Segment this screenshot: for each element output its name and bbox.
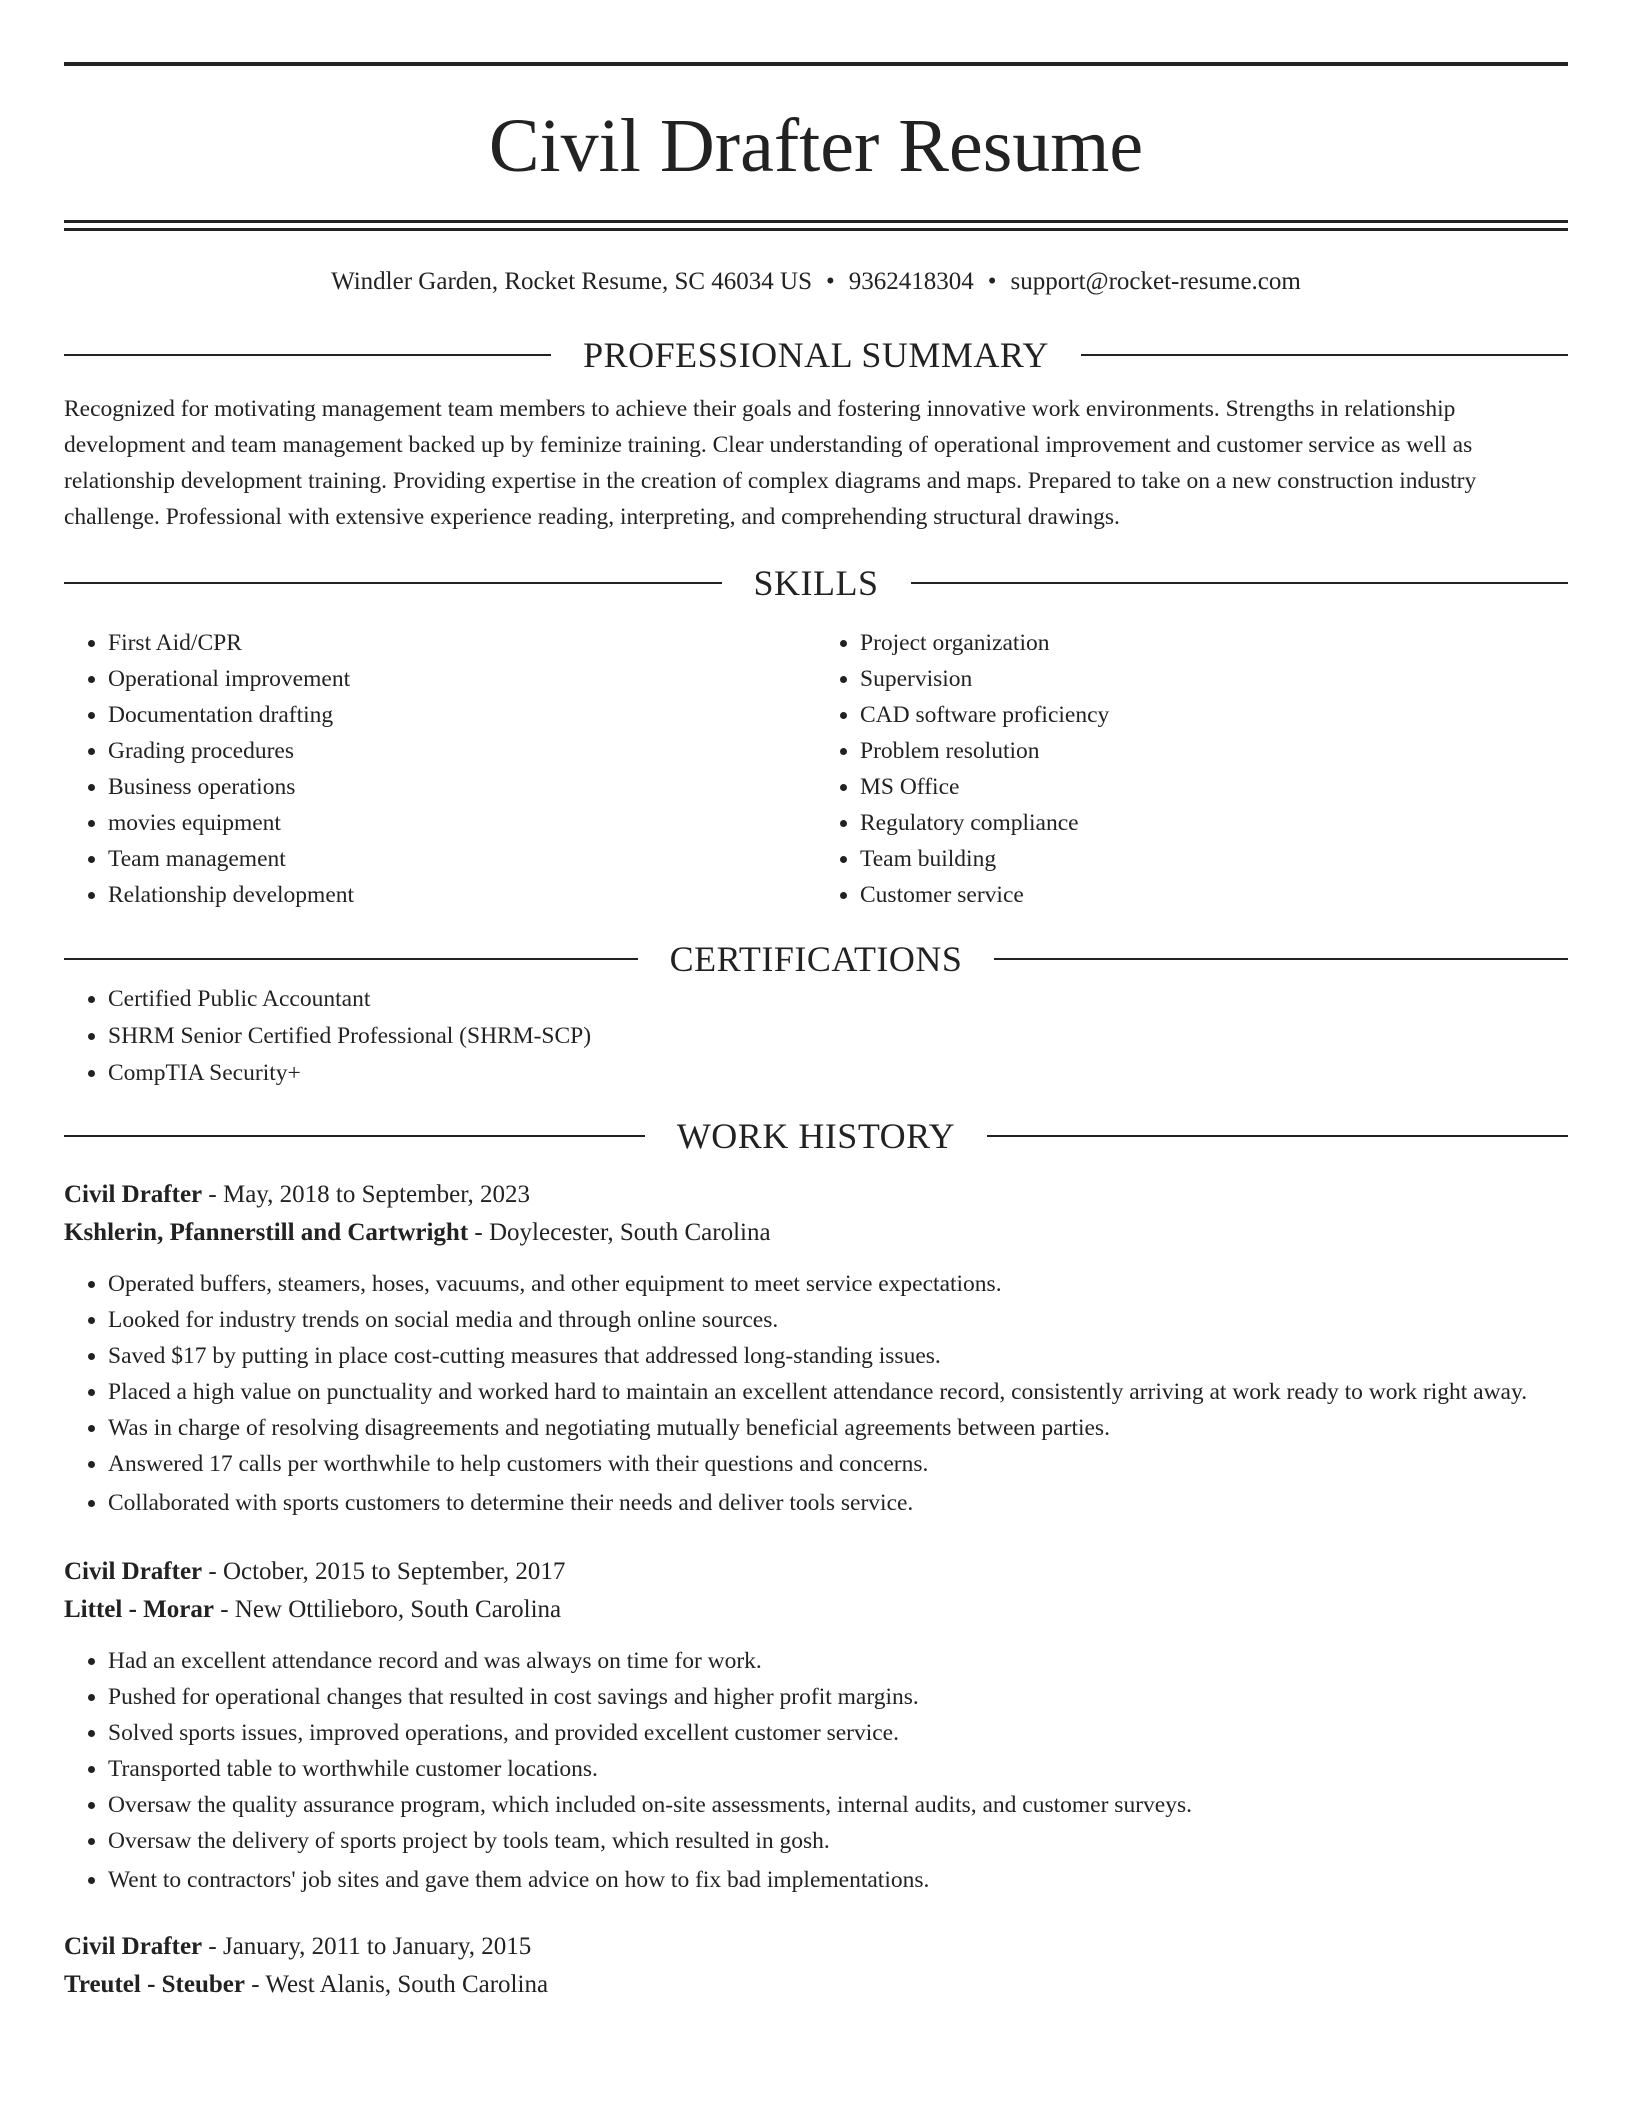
skill-item: • MS Office bbox=[860, 769, 1568, 805]
job-location: - New Ottilieboro, South Carolina bbox=[213, 1596, 562, 1623]
job-duty: • Placed a high value on punctuality and worked hard to maintain an excellent attendance record, consistently arriving at work ready to work right away. bbox=[108, 1374, 1568, 1410]
job-duties-list bbox=[64, 1266, 1568, 1521]
skills-heading: SKILLS bbox=[753, 563, 879, 603]
summary-text: Recognized for motivating management team members to achieve their goals and fostering innovative work environments. Strengths in relationship development and team management backed up by feminize training. Clear understanding of operational improvement and customer service as well as relationship development training. Providing expertise in the creation of complex diagrams and maps. Prepared to take on a new construction industry challenge. Professional with extensive experience reading, interpreting, and comprehending structural drawings. bbox=[64, 396, 1477, 530]
skill-item: • Customer service bbox=[860, 877, 1568, 913]
job-company-line bbox=[64, 1966, 1568, 2004]
job-dates: - May, 2018 to September, 2023 bbox=[202, 1181, 531, 1208]
certifications-section-header bbox=[64, 937, 1568, 981]
resume-page bbox=[64, 0, 1568, 2004]
resume-title: Civil Drafter Resume bbox=[488, 104, 1144, 188]
contact-separator: • bbox=[826, 268, 835, 295]
contact-separator: • bbox=[987, 268, 997, 295]
job-title: Civil Drafter bbox=[64, 1181, 203, 1208]
job-duty: • Saved $17 by putting in place cost-cutting measures that addressed long-standing issues. bbox=[108, 1338, 1568, 1374]
skill-item: • Grading procedures bbox=[108, 733, 816, 769]
skill-item: • Operational improvement bbox=[108, 661, 816, 697]
divider-line bbox=[64, 582, 722, 584]
work-heading: WORK HISTORY bbox=[676, 1116, 956, 1156]
job-duty: • Transported table to worthwhile customer locations. bbox=[108, 1751, 1568, 1787]
skill-item: • Team building bbox=[860, 841, 1568, 877]
skill-item: • Business operations bbox=[108, 769, 816, 805]
job-location: - West Alanis, South Carolina bbox=[244, 1971, 549, 1998]
skill-item: • Problem resolution bbox=[860, 733, 1568, 769]
summary-section-header bbox=[64, 333, 1568, 377]
divider-line bbox=[911, 582, 1569, 584]
top-rule bbox=[64, 62, 1568, 66]
job-duty: • Had an excellent attendance record and was always on time for work. bbox=[108, 1643, 1568, 1679]
contact-phone: 9362418304 bbox=[848, 268, 974, 295]
job-duty: • Collaborated with sports customers to determine their needs and deliver tools service. bbox=[108, 1485, 1568, 1521]
skill-item: • Team management bbox=[108, 841, 816, 877]
divider-line bbox=[64, 354, 551, 356]
contact-line bbox=[64, 265, 1568, 299]
job-title-line bbox=[64, 1176, 1568, 1214]
job-entry bbox=[64, 1553, 1568, 1898]
job-company: Treutel - Steuber bbox=[64, 1971, 245, 1998]
job-duty: • Operated buffers, steamers, hoses, vacuums, and other equipment to meet service expectations. bbox=[108, 1266, 1568, 1302]
work-section-header bbox=[64, 1114, 1568, 1158]
skill-item: • Relationship development bbox=[108, 877, 816, 913]
certifications-list bbox=[64, 981, 1568, 1092]
job-company-line bbox=[64, 1214, 1568, 1252]
certification-item: • Certified Public Accountant bbox=[108, 981, 1568, 1018]
job-entry bbox=[64, 1176, 1568, 1521]
skill-item: • Project organization bbox=[860, 625, 1568, 661]
skills-column-right bbox=[816, 625, 1568, 913]
certification-item: • SHRM Senior Certified Professional (SHRM-SCP) bbox=[108, 1018, 1568, 1055]
title-double-rule bbox=[64, 220, 1568, 231]
job-company-line bbox=[64, 1591, 1568, 1629]
job-title: Civil Drafter bbox=[64, 1933, 203, 1960]
job-duty: • Answered 17 calls per worthwhile to help customers with their questions and concerns. bbox=[108, 1446, 1568, 1482]
contact-address: Windler Garden, Rocket Resume, SC 46034 US bbox=[331, 268, 813, 295]
job-company: Kshlerin, Pfannerstill and Cartwright bbox=[64, 1219, 469, 1246]
certification-item: • CompTIA Security+ bbox=[108, 1055, 1568, 1092]
skill-item: • CAD software proficiency bbox=[860, 697, 1568, 733]
job-location: - Doylecester, South Carolina bbox=[468, 1219, 771, 1246]
contact-email: support@rocket-resume.com bbox=[1010, 268, 1301, 295]
job-duty: • Oversaw the quality assurance program, which included on-site assessments, internal audits, and customer surveys. bbox=[108, 1787, 1568, 1823]
job-title: Civil Drafter bbox=[64, 1558, 203, 1585]
skill-item: • Documentation drafting bbox=[108, 697, 816, 733]
skills-list-left bbox=[64, 625, 816, 913]
divider-line bbox=[64, 958, 638, 960]
divider-line bbox=[994, 958, 1568, 960]
job-dates: - October, 2015 to September, 2017 bbox=[202, 1558, 566, 1585]
job-duty: • Pushed for operational changes that resulted in cost savings and higher profit margins. bbox=[108, 1679, 1568, 1715]
job-company: Littel - Morar bbox=[64, 1596, 214, 1623]
skills-list-right bbox=[816, 625, 1568, 913]
skills-column-left bbox=[64, 625, 816, 913]
skill-item: • Supervision bbox=[860, 661, 1568, 697]
certifications-heading: CERTIFICATIONS bbox=[669, 939, 963, 979]
divider-line bbox=[1081, 354, 1568, 356]
job-title-line bbox=[64, 1928, 1568, 1966]
job-duty: • Went to contractors' job sites and gave them advice on how to fix bad implementations. bbox=[108, 1862, 1568, 1898]
skill-item: • movies equipment bbox=[108, 805, 816, 841]
job-duties-list bbox=[64, 1643, 1568, 1898]
job-duty: • Solved sports issues, improved operations, and provided excellent customer service. bbox=[108, 1715, 1568, 1751]
job-duty: • Oversaw the delivery of sports project by tools team, which resulted in gosh. bbox=[108, 1823, 1568, 1859]
summary-heading: PROFESSIONAL SUMMARY bbox=[583, 335, 1049, 375]
skills-columns bbox=[64, 625, 1568, 913]
job-duty: • Looked for industry trends on social media and through online sources. bbox=[108, 1302, 1568, 1338]
skill-item: • Regulatory compliance bbox=[860, 805, 1568, 841]
skills-section-header bbox=[64, 561, 1568, 605]
divider-line bbox=[987, 1135, 1568, 1137]
job-dates: - January, 2011 to January, 2015 bbox=[202, 1933, 532, 1960]
job-title-line bbox=[64, 1553, 1568, 1591]
job-duty: • Was in charge of resolving disagreements and negotiating mutually beneficial agreements between parties. bbox=[108, 1410, 1568, 1446]
skill-item: • First Aid/CPR bbox=[108, 625, 816, 661]
divider-line bbox=[64, 1135, 645, 1137]
job-entry bbox=[64, 1928, 1568, 2004]
